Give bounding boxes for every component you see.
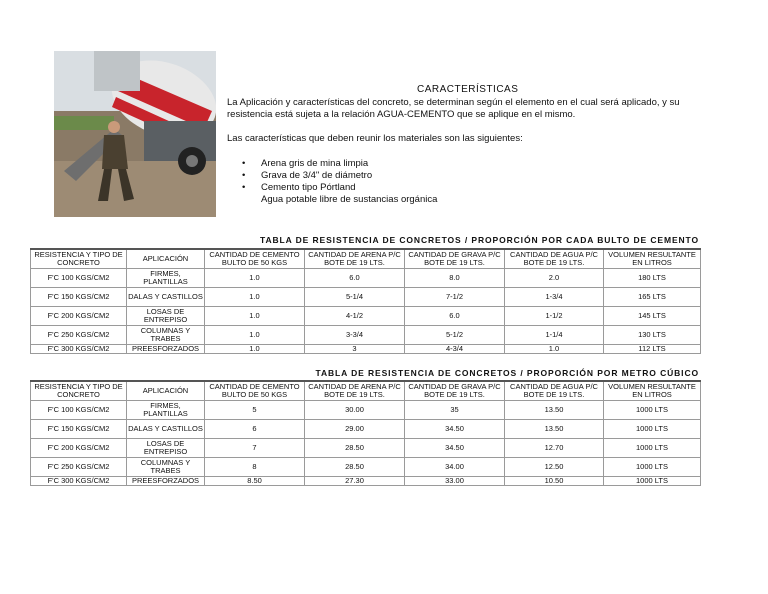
table-cell: 27.30 bbox=[305, 477, 405, 486]
table-cell: FIRMES, PLANTILLAS bbox=[127, 269, 205, 288]
table-cell: 28.50 bbox=[305, 458, 405, 477]
proportion-per-bag-table bbox=[30, 248, 701, 354]
table-cell: DALAS Y CASTILLOS bbox=[127, 420, 205, 439]
table-cell: 6 bbox=[205, 420, 305, 439]
table-cell: F'C 300 KGS/CM2 bbox=[31, 345, 127, 354]
table-row bbox=[31, 420, 701, 439]
table-cell: 28.50 bbox=[305, 439, 405, 458]
table-cell: 34.50 bbox=[405, 439, 505, 458]
bullet-icon: • bbox=[242, 170, 246, 181]
table-cell: 1000 LTS bbox=[604, 401, 701, 420]
table-row bbox=[31, 477, 701, 486]
table1-title: TABLA DE RESISTENCIA DE CONCRETOS / PROPORCIÓN POR CADA BULTO DE CEMENTO bbox=[260, 235, 699, 245]
table-cell: F'C 150 KGS/CM2 bbox=[31, 288, 127, 307]
table-cell: 5 bbox=[205, 401, 305, 420]
table-cell: F'C 200 KGS/CM2 bbox=[31, 307, 127, 326]
table-cell: 4-1/2 bbox=[305, 307, 405, 326]
page-title: CARACTERÍSTICAS bbox=[417, 84, 519, 95]
table-cell: 7-1/2 bbox=[405, 288, 505, 307]
table-cell: 5-1/2 bbox=[405, 326, 505, 345]
table-cell: 1.0 bbox=[205, 269, 305, 288]
list-item bbox=[227, 170, 372, 182]
table-cell: F'C 300 KGS/CM2 bbox=[31, 477, 127, 486]
table-cell: 7 bbox=[205, 439, 305, 458]
table-cell: FIRMES, PLANTILLAS bbox=[127, 401, 205, 420]
table-cell: 1.0 bbox=[205, 288, 305, 307]
table-cell: 8.0 bbox=[405, 269, 505, 288]
table-cell: 6.0 bbox=[405, 307, 505, 326]
table-cell: 5-1/4 bbox=[305, 288, 405, 307]
column-header: CANTIDAD DE GRAVA P/C BOTE DE 19 LTS. bbox=[405, 381, 505, 401]
column-header: CANTIDAD DE ARENA P/C BOTE DE 19 LTS. bbox=[305, 381, 405, 401]
table-cell: F'C 250 KGS/CM2 bbox=[31, 326, 127, 345]
table-cell: 1000 LTS bbox=[604, 439, 701, 458]
proportion-per-cubic-meter-table bbox=[30, 380, 701, 486]
table-cell: 112 LTS bbox=[604, 345, 701, 354]
column-header: CANTIDAD DE AGUA P/C BOTE DE 19 LTS. bbox=[505, 249, 604, 269]
table-cell: 33.00 bbox=[405, 477, 505, 486]
table-header-row bbox=[31, 249, 701, 269]
table-cell: 4-3/4 bbox=[405, 345, 505, 354]
table-row bbox=[31, 307, 701, 326]
intro-paragraph: La Aplicación y características del concreto, se determinan según el elemento en el cual será aplicado, y su resistencia está sujeta a la relación AGUA-CEMENTO que se aplique en el mismo. bbox=[227, 97, 680, 120]
table-cell: 1000 LTS bbox=[604, 420, 701, 439]
list-item-text: Cemento tipo Pórtland bbox=[261, 182, 356, 193]
table-cell: COLUMNAS Y TRABES bbox=[127, 326, 205, 345]
table-cell: F'C 100 KGS/CM2 bbox=[31, 269, 127, 288]
column-header: CANTIDAD DE AGUA P/C BOTE DE 19 LTS. bbox=[505, 381, 604, 401]
table-row bbox=[31, 401, 701, 420]
table-cell: 165 LTS bbox=[604, 288, 701, 307]
materials-intro: Las características que deben reunir los materiales son las siguientes: bbox=[227, 133, 523, 144]
table-cell: F'C 150 KGS/CM2 bbox=[31, 420, 127, 439]
table-cell: 145 LTS bbox=[604, 307, 701, 326]
table-cell: LOSAS DE ENTREPISO bbox=[127, 307, 205, 326]
column-header: VOLUMEN RESULTANTE EN LITROS bbox=[604, 249, 701, 269]
table-cell: 35 bbox=[405, 401, 505, 420]
table-cell: 1.0 bbox=[205, 345, 305, 354]
column-header: CANTIDAD DE GRAVA P/C BOTE DE 19 LTS. bbox=[405, 249, 505, 269]
table-row bbox=[31, 269, 701, 288]
table-cell: 13.50 bbox=[505, 401, 604, 420]
table-cell: 34.50 bbox=[405, 420, 505, 439]
table-cell: PREESFORZADOS bbox=[127, 345, 205, 354]
table-cell: 12.50 bbox=[505, 458, 604, 477]
table-cell: 10.50 bbox=[505, 477, 604, 486]
table-cell: 1.0 bbox=[505, 345, 604, 354]
list-item-text: Grava de 3/4" de diámetro bbox=[261, 170, 373, 181]
table-row bbox=[31, 288, 701, 307]
column-header: CANTIDAD DE CEMENTO BULTO DE 50 KGS bbox=[205, 381, 305, 401]
table-cell: PREESFORZADOS bbox=[127, 477, 205, 486]
table-cell: 130 LTS bbox=[604, 326, 701, 345]
table-cell: 180 LTS bbox=[604, 269, 701, 288]
list-item-text: Arena gris de mina limpia bbox=[261, 158, 369, 169]
column-header: APLICACIÓN bbox=[127, 381, 205, 401]
list-item bbox=[227, 158, 372, 170]
table-row bbox=[31, 345, 701, 354]
table-cell: 13.50 bbox=[505, 420, 604, 439]
table-cell: COLUMNAS Y TRABES bbox=[127, 458, 205, 477]
bullet-icon: • bbox=[242, 158, 246, 169]
table-header-row bbox=[31, 381, 701, 401]
column-header: RESISTENCIA Y TIPO DE CONCRETO bbox=[31, 381, 127, 401]
bullet-icon: • bbox=[242, 182, 246, 193]
table-cell: 8.50 bbox=[205, 477, 305, 486]
table-cell: 6.0 bbox=[305, 269, 405, 288]
concrete-mixer-photo bbox=[54, 51, 216, 217]
table-cell: 12.70 bbox=[505, 439, 604, 458]
table-cell: 8 bbox=[205, 458, 305, 477]
column-header: VOLUMEN RESULTANTE EN LITROS bbox=[604, 381, 701, 401]
column-header: CANTIDAD DE CEMENTO BULTO DE 50 KGS bbox=[205, 249, 305, 269]
table-cell: DALAS Y CASTILLOS bbox=[127, 288, 205, 307]
table-cell: 1.0 bbox=[205, 307, 305, 326]
table-cell: 1-3/4 bbox=[505, 288, 604, 307]
table-cell: 1-1/4 bbox=[505, 326, 604, 345]
table-row bbox=[31, 458, 701, 477]
column-header: CANTIDAD DE ARENA P/C BOTE DE 19 LTS. bbox=[305, 249, 405, 269]
table-cell: 1000 LTS bbox=[604, 477, 701, 486]
table-cell: 1-1/2 bbox=[505, 307, 604, 326]
table-cell: 34.00 bbox=[405, 458, 505, 477]
table-cell: LOSAS DE ENTREPISO bbox=[127, 439, 205, 458]
table-cell: 1000 LTS bbox=[604, 458, 701, 477]
column-header: RESISTENCIA Y TIPO DE CONCRETO bbox=[31, 249, 127, 269]
table-cell: 2.0 bbox=[505, 269, 604, 288]
table2-title: TABLA DE RESISTENCIA DE CONCRETOS / PROPORCIÓN POR METRO CÚBICO bbox=[315, 368, 699, 378]
column-header: APLICACIÓN bbox=[127, 249, 205, 269]
table-row bbox=[31, 326, 701, 345]
water-note: Agua potable libre de sustancias orgánica bbox=[261, 194, 438, 205]
table-cell: F'C 200 KGS/CM2 bbox=[31, 439, 127, 458]
table-cell: 30.00 bbox=[305, 401, 405, 420]
table-cell: 3 bbox=[305, 345, 405, 354]
list-item bbox=[227, 182, 372, 194]
table-row bbox=[31, 439, 701, 458]
materials-list bbox=[227, 158, 372, 194]
table-cell: F'C 100 KGS/CM2 bbox=[31, 401, 127, 420]
table-cell: F'C 250 KGS/CM2 bbox=[31, 458, 127, 477]
table-cell: 3-3/4 bbox=[305, 326, 405, 345]
table-cell: 29.00 bbox=[305, 420, 405, 439]
table-cell: 1.0 bbox=[205, 326, 305, 345]
